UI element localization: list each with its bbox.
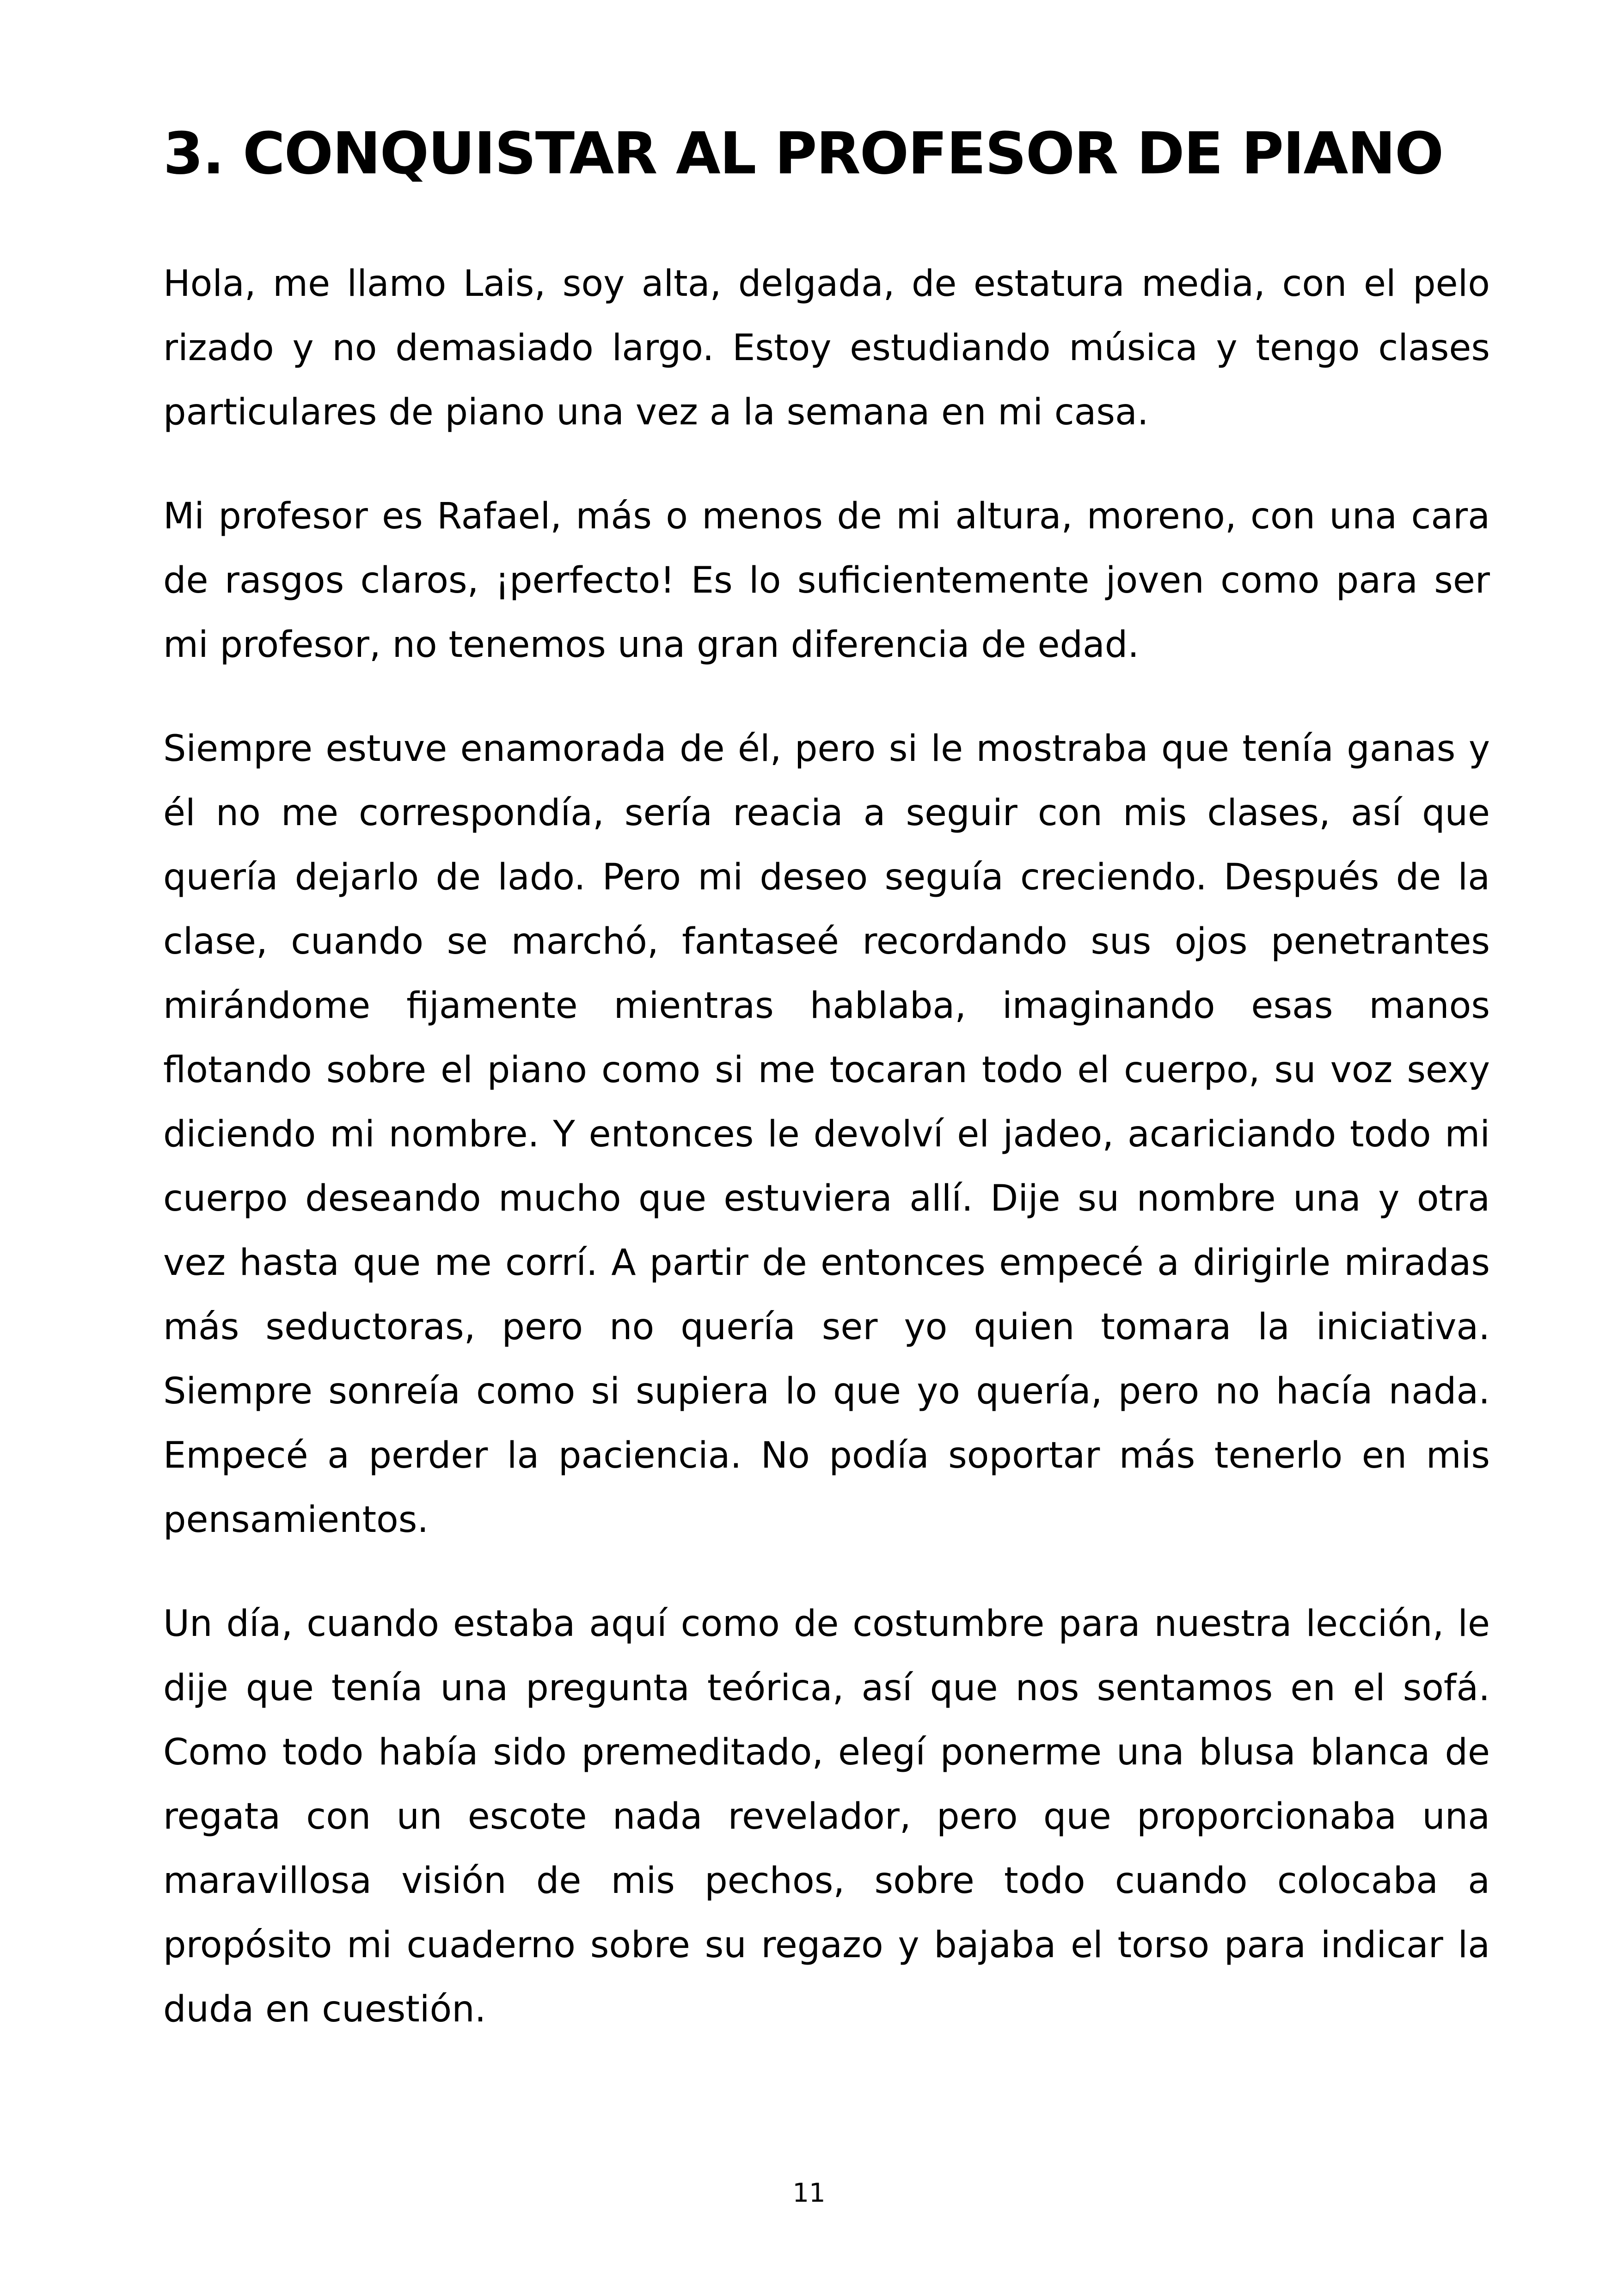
chapter-body: [163, 252, 1490, 2042]
paragraph-4: Un día, cuando estaba aquí como de costumbre para nuestra lección, le dije que tenía una pregunta teórica, así que nos sentamos en el sofá. Como todo había sido premeditado, elegí ponerme una blusa blanca de regata con un escote nada revelador, pero que proporcionaba una maravillosa visión de mis pechos, sobre todo cuando colocaba a propósito mi cuaderno sobre su regazo y bajaba el torso para indicar la duda en cuestión.: [163, 1603, 1490, 2030]
paragraph-1: Hola, me llamo Lais, soy alta, delgada, de estatura media, con el pelo rizado y no demasiado largo. Estoy estudiando música y tengo clases particulares de piano una vez a la semana en mi casa.: [163, 263, 1490, 433]
chapter-title: 3. CONQUISTAR AL PROFESOR DE PIANO: [163, 120, 1443, 187]
paragraph-3: Siempre estuve enamorada de él, pero si le mostraba que tenía ganas y él no me correspondía, sería reacia a seguir con mis clases, así que quería dejarlo de lado. Pero mi deseo seguía creciendo. Después de la clase, cuando se marchó, fantaseé recordando sus ojos penetrantes mirándome fijamente mientras hablaba, imaginando esas manos flotando sobre el piano como si me tocaran todo el cuerpo, su voz sexy diciendo mi nombre. Y entonces le devolví el jadeo, acariciando todo mi cuerpo deseando mucho que estuviera allí. Dije su nombre una y otra vez hasta que me corrí. A partir de entonces empecé a dirigirle miradas más seductoras, pero no quería ser yo quien tomara la iniciativa. Siempre sonreía como si supiera lo que yo quería, pero no hacía nada. Empecé a perder la paciencia. No podía soportar más tenerlo en mis pensamientos.: [163, 728, 1490, 1541]
paragraph-2: Mi profesor es Rafael, más o menos de mi altura, moreno, con una cara de rasgos claros, ¡perfecto! Es lo suficientemente joven como para ser mi profesor, no tenemos una gran diferencia de edad.: [163, 496, 1490, 666]
page-number: 11: [792, 2178, 826, 2208]
